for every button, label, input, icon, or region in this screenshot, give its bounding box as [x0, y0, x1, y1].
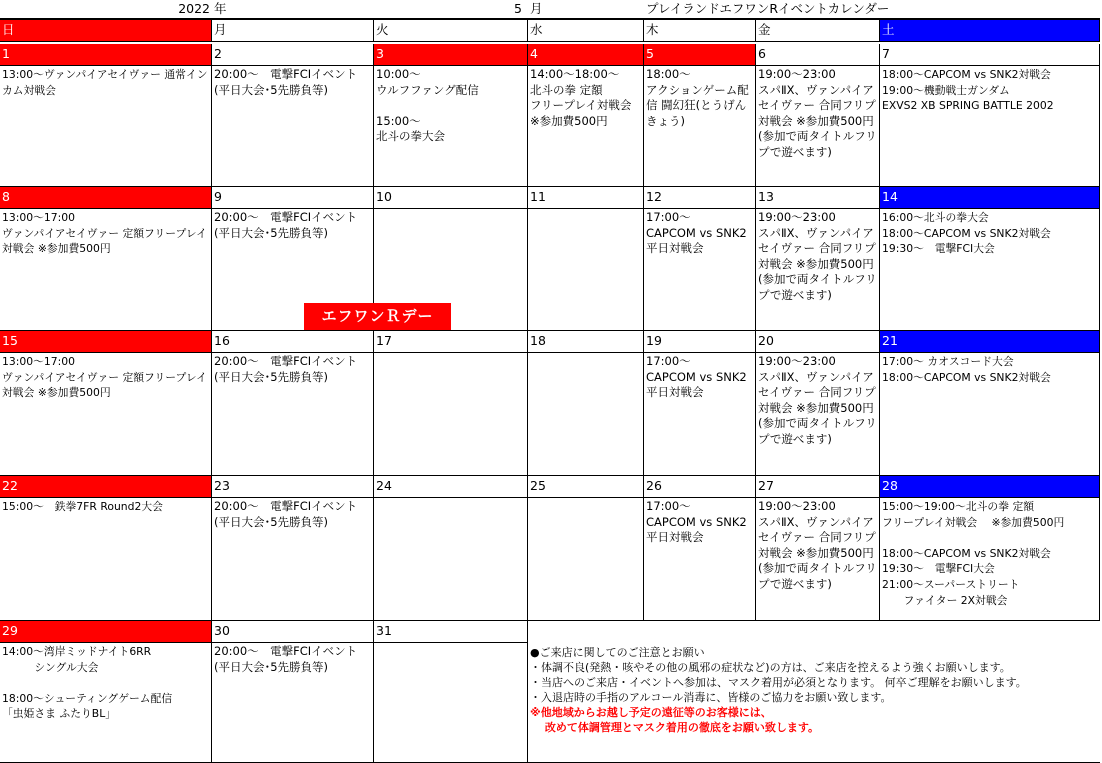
event-line: ※参加費500円 — [530, 113, 608, 128]
weekday-header: 土 — [880, 20, 1100, 42]
event-line — [2, 675, 209, 691]
event-line: 平日対戦会 — [646, 241, 704, 256]
weekday-header: 火 — [374, 20, 528, 42]
day-events-cell[interactable] — [212, 66, 374, 187]
event-line: 10:00〜 — [376, 67, 421, 81]
event-line: 18:00〜CAPCOM vs SNK2対戦会 — [882, 370, 1051, 384]
event-line: ウルフファング配信 — [376, 82, 479, 97]
event-line: 19:30〜 電撃FCI大会 — [882, 562, 995, 576]
event-line: スパⅡX、ヴァンパイアセイヴァー 合同フリプ対戦会 ※参加費500円 — [758, 225, 876, 271]
notice-line: ・当店へのご来店・イベントへ参加は、マスク着用が必須となります。 何卒ご理解をお願いします。 — [530, 676, 1027, 689]
event-line: 20:00〜 電撃FCIイベント(平日大会･5先勝負等) — [214, 210, 358, 240]
day-events-cell[interactable] — [0, 643, 212, 763]
event-line: 19:00〜23:00 — [758, 210, 836, 224]
event-line: フリープレイ対戦会 — [530, 98, 632, 113]
day-number-cell[interactable]: 7 — [880, 44, 1100, 66]
event-line: (参加で両タイトルフリプで遊べます) — [758, 416, 877, 446]
event-line: 20:00〜 電撃FCIイベント(平日大会･5先勝負等) — [214, 67, 358, 97]
day-number-cell[interactable]: 30 — [212, 621, 374, 643]
month-label: 月 — [530, 1, 543, 16]
day-number-cell[interactable]: 2 — [212, 44, 374, 66]
event-line: CAPCOM vs SNK2 — [646, 369, 747, 384]
event-line: ヴァンパイアセイヴァー 定額フリープレイ対戦会 ※参加費500円 — [2, 226, 207, 256]
notice-box — [528, 645, 1100, 763]
day-number-cell[interactable]: 17 — [374, 331, 528, 353]
day-number-cell[interactable]: 16 — [212, 331, 374, 353]
notice-line: ・入退店時の手指のアルコール消毒に、皆様のご協力をお願い致します。 — [530, 691, 892, 704]
day-events-cell[interactable] — [212, 643, 374, 763]
day-events-cell[interactable] — [212, 353, 374, 476]
event-line — [882, 530, 1097, 546]
day-events-cell[interactable] — [528, 498, 644, 621]
day-number-cell[interactable]: 31 — [374, 621, 528, 643]
weekday-header: 金 — [756, 20, 880, 42]
day-number-cell[interactable]: 5 — [644, 44, 756, 66]
day-number-cell[interactable]: 3 — [374, 44, 528, 66]
event-line: 19:30〜 電撃FCI大会 — [882, 242, 995, 256]
event-line: 平日対戦会 — [646, 530, 704, 545]
notice-warning: 改めて体調管理とマスク着用の徹底をお願い致します。 — [530, 721, 819, 734]
weekday-header: 月 — [212, 20, 374, 42]
day-events-cell[interactable] — [880, 66, 1100, 187]
day-events-cell[interactable] — [756, 498, 880, 621]
day-events-cell[interactable] — [528, 353, 644, 476]
event-line: CAPCOM vs SNK2 — [646, 225, 747, 240]
weekday-header: 木 — [644, 20, 756, 42]
event-line: 15:00〜 — [376, 113, 421, 128]
event-line: (参加で両タイトルフリプで遊べます) — [758, 272, 877, 302]
event-line: フリープレイ対戦会 ※参加費500円 — [882, 515, 1065, 529]
event-line: 13:00〜ヴァンパイアセイヴァー 通常インカム対戦会 — [2, 68, 208, 97]
day-number-cell[interactable]: 18 — [528, 331, 644, 353]
event-line: 19:00〜機動戦士ガンダム — [882, 83, 1010, 97]
day-number-cell[interactable]: 13 — [756, 187, 880, 209]
day-number-cell[interactable]: 9 — [212, 187, 374, 209]
event-line: 18:00〜CAPCOM vs SNK2対戦会 — [882, 68, 1051, 81]
event-line: 13:00〜17:00 — [2, 355, 76, 368]
day-events-cell[interactable] — [644, 66, 756, 187]
day-events-cell[interactable] — [528, 66, 644, 187]
day-events-cell[interactable] — [374, 353, 528, 476]
day-events-cell[interactable] — [0, 353, 212, 476]
day-number-cell[interactable]: 26 — [644, 476, 756, 498]
event-line: 15:00〜 鉄拳7FR Round2大会 — [2, 500, 163, 513]
event-line: 平日対戦会 — [646, 385, 704, 400]
day-number-cell[interactable]: 4 — [528, 44, 644, 66]
day-events-cell[interactable] — [0, 66, 212, 187]
day-events-cell[interactable] — [756, 353, 880, 476]
weekday-header: 日 — [0, 20, 212, 42]
day-number-cell[interactable]: 28 — [880, 476, 1100, 498]
notice-line: ・体調不良(発熱・咳やその他の風邪の症状など)の方は、ご来店を控えるよう強くお願いします。 — [530, 661, 1011, 674]
notice-warning: ※他地域からお越し予定の遠征等のお客様には、 — [530, 706, 772, 719]
event-line: 20:00〜 電撃FCIイベント(平日大会･5先勝負等) — [214, 644, 358, 674]
year-value[interactable]: 2022 — [178, 1, 210, 16]
day-number-cell[interactable]: 8 — [0, 187, 212, 209]
day-events-cell[interactable] — [644, 209, 756, 331]
day-events-cell[interactable] — [880, 209, 1100, 331]
day-events-cell[interactable] — [0, 209, 212, 331]
event-line: 15:00〜19:00〜北斗の拳 定額 — [882, 500, 1035, 513]
day-number-cell[interactable]: 23 — [212, 476, 374, 498]
event-line: スパⅡX、ヴァンパイアセイヴァー 合同フリプ対戦会 ※参加費500円 — [758, 369, 876, 415]
day-events-cell[interactable] — [644, 498, 756, 621]
day-number-cell[interactable]: 19 — [644, 331, 756, 353]
event-line: 18:00〜CAPCOM vs SNK2対戦会 — [882, 226, 1051, 240]
day-events-cell[interactable] — [880, 353, 1100, 476]
day-number-cell[interactable]: 15 — [0, 331, 212, 353]
notice-title: ●ご来店に関してのご注意とお願い — [530, 646, 705, 659]
event-line: 19:00〜23:00 — [758, 354, 836, 368]
day-number-cell[interactable]: 1 — [0, 44, 212, 66]
day-number-cell[interactable]: 14 — [880, 187, 1100, 209]
day-events-cell[interactable] — [880, 498, 1100, 621]
event-line: 17:00〜 — [646, 499, 691, 513]
event-line: 16:00〜北斗の拳大会 — [882, 211, 989, 224]
event-line: シングル大会 — [2, 660, 99, 674]
weekday-header: 水 — [528, 20, 644, 42]
event-line: 14:00〜18:00〜 — [530, 67, 620, 81]
event-line: 19:00〜23:00 — [758, 67, 836, 81]
event-line: 20:00〜 電撃FCIイベント(平日大会･5先勝負等) — [214, 354, 358, 384]
event-line: 13:00〜17:00 — [2, 211, 76, 224]
event-line: 北斗の拳大会 — [376, 129, 445, 144]
day-number-cell[interactable]: 12 — [644, 187, 756, 209]
day-number-cell[interactable]: 6 — [756, 44, 880, 66]
event-line: 17:00〜 カオスコード大会 — [882, 355, 1014, 368]
day-events-cell[interactable] — [644, 353, 756, 476]
day-events-cell[interactable] — [212, 498, 374, 621]
month-value[interactable]: 5 — [514, 1, 522, 16]
event-line: アクションゲーム配信 闘幻狂(とうげんきょう) — [646, 82, 749, 128]
event-line: CAPCOM vs SNK2 — [646, 514, 747, 529]
event-line: (参加で両タイトルフリプで遊べます) — [758, 561, 877, 591]
day-number-cell[interactable]: 11 — [528, 187, 644, 209]
day-number-cell[interactable]: 24 — [374, 476, 528, 498]
day-events-cell[interactable] — [374, 66, 528, 187]
event-line: 「虫姫さま ふたりBL」 — [2, 707, 117, 721]
day-number-cell[interactable]: 27 — [756, 476, 880, 498]
event-line: スパⅡX、ヴァンパイアセイヴァー 合同フリプ対戦会 ※参加費500円 — [758, 82, 876, 128]
event-line: 18:00〜シューティングゲーム配信 — [2, 691, 173, 705]
event-line: 20:00〜 電撃FCIイベント(平日大会･5先勝負等) — [214, 499, 358, 529]
event-line: 14:00〜湾岸ミッドナイト6RR — [2, 645, 152, 658]
day-events-cell[interactable] — [374, 498, 528, 621]
day-number-cell[interactable]: 21 — [880, 331, 1100, 353]
day-events-cell[interactable] — [528, 209, 644, 331]
event-line: (参加で両タイトルフリプで遊べます) — [758, 129, 877, 159]
event-line: 21:00〜スーパーストリート — [882, 577, 1020, 591]
event-line: EXVS2 XB SPRING BATTLE 2002 — [882, 99, 1054, 113]
event-line: ヴァンパイアセイヴァー 定額フリープレイ対戦会 ※参加費500円 — [2, 370, 207, 400]
event-line: 19:00〜23:00 — [758, 499, 836, 513]
day-events-cell[interactable] — [756, 66, 880, 187]
event-line: 17:00〜 — [646, 354, 691, 368]
event-line: 18:00〜CAPCOM vs SNK2対戦会 — [882, 546, 1051, 560]
day-events-cell[interactable] — [374, 643, 528, 763]
event-line: 17:00〜 — [646, 210, 691, 224]
day-events-cell[interactable] — [756, 209, 880, 331]
event-line: スパⅡX、ヴァンパイアセイヴァー 合同フリプ対戦会 ※参加費500円 — [758, 514, 876, 560]
year-label: 年 — [214, 1, 227, 16]
event-line: ファイター 2X対戦会 — [882, 593, 1008, 607]
day-number-cell[interactable]: 25 — [528, 476, 644, 498]
day-number-cell[interactable]: 10 — [374, 187, 528, 209]
event-line — [376, 98, 525, 114]
event-line: 18:00〜 — [646, 67, 691, 81]
day-number-cell[interactable]: 22 — [0, 476, 212, 498]
event-line: 北斗の拳 定額 — [530, 82, 603, 97]
calendar-title: プレイランドエフワンRイベントカレンダー — [646, 1, 890, 16]
day-events-cell[interactable] — [0, 498, 212, 621]
f1r-day-badge: エフワンＲデー — [304, 303, 451, 330]
day-number-cell[interactable]: 20 — [756, 331, 880, 353]
day-number-cell[interactable]: 29 — [0, 621, 212, 643]
